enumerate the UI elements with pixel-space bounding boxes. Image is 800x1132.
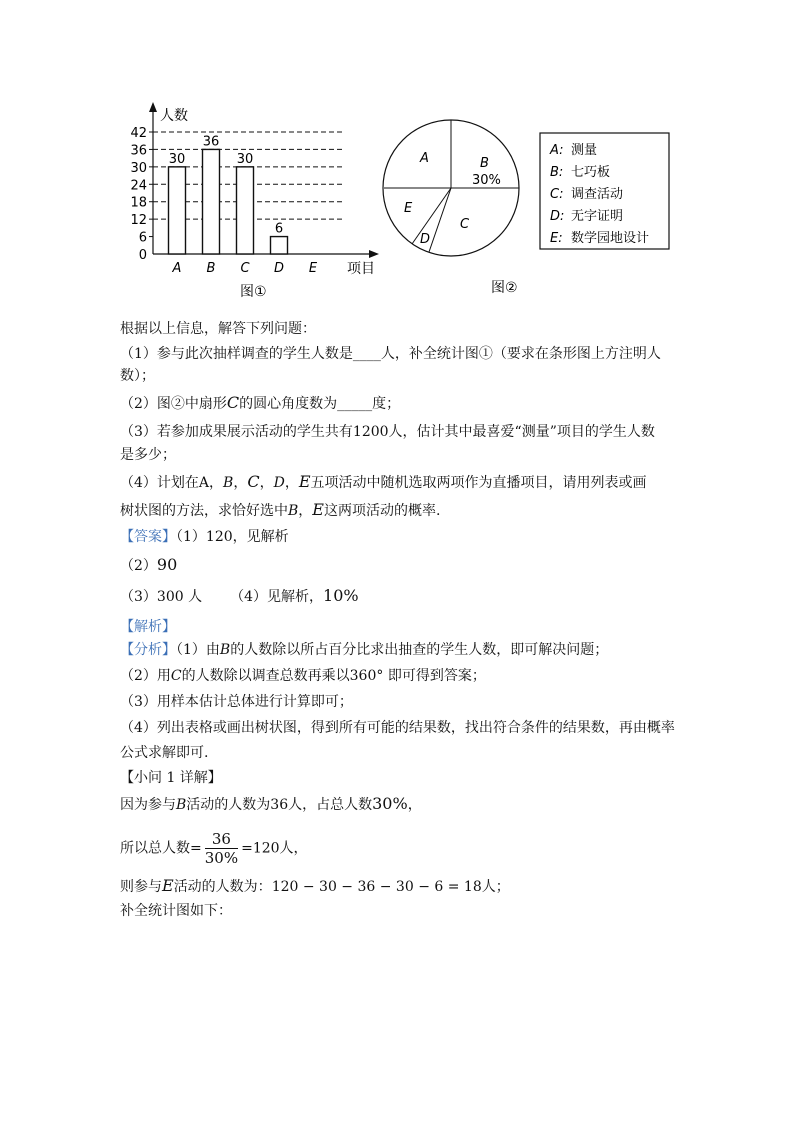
analysis-1-var: B (219, 642, 231, 658)
x-tick-label: C (240, 261, 250, 276)
q4-text-i: 五项活动中随机选取两项作为直播项目，请用列表或画 (310, 475, 647, 491)
detail-line-1 (120, 793, 422, 816)
answer-line-3 (120, 585, 359, 608)
answer-2-label: （2） (120, 558, 157, 574)
legend-item-b (550, 164, 610, 180)
legend-text-d: 无字证明 (571, 209, 624, 224)
x-axis-arrow (369, 250, 379, 258)
answer-1: （1）120，见解析 (176, 529, 289, 545)
q4-var-c: C (247, 472, 260, 491)
analysis-line-1 (120, 639, 608, 661)
analysis-sub-tag: 【分析】 (120, 642, 176, 658)
detail-3-var: E (162, 876, 174, 895)
q4-sep-2: ， (259, 475, 274, 491)
y-tick-label: 0 (138, 248, 147, 263)
analysis-2-var: C (170, 668, 182, 684)
bar-chart-caption: 图① (240, 284, 267, 300)
q2-text-a: （2）图②中扇形 (120, 396, 227, 412)
legend-text-c: 调查活动 (571, 187, 624, 202)
detail-1-c: 活动的人数为 (186, 797, 271, 813)
detail-3-c: 活动的人数为： (173, 879, 272, 895)
legend-key-d: D: (550, 209, 565, 224)
detail-3-e: 人； (481, 879, 510, 895)
question-3-line-a: （3）若参加成果展示活动的学生共有1200人，估计其中最喜爱“测量”项目的学生人数 (120, 424, 655, 440)
question-1-line-b: 数）； (120, 368, 155, 384)
bar (237, 167, 254, 254)
pie-label-b-percent: 30% (472, 173, 501, 188)
analysis-2-angle: 360° (349, 668, 384, 684)
y-tick-label: 42 (130, 126, 147, 141)
bar-data-label: 30 (236, 151, 254, 167)
detail-line-3 (120, 875, 510, 898)
question-2-line (120, 392, 400, 415)
bar (271, 237, 288, 254)
detail-1-g: ， (407, 797, 422, 813)
detail-3-expression: 120 − 30 − 36 − 30 − 6 = 18 (271, 879, 482, 895)
q4-var-e: E (298, 472, 311, 491)
q4-sep-1: ， (233, 475, 248, 491)
detail-1-percent: 30% (372, 794, 408, 813)
q4-var-b: B (223, 475, 234, 491)
detail-line-4: 补全统计图如下： (120, 903, 232, 919)
legend-key-a: A: (550, 143, 564, 158)
legend-box (540, 133, 669, 249)
q4-sep-3: ， (284, 475, 299, 491)
answer-line-1 (120, 526, 289, 548)
detail-2-a: 所以总人数 (120, 840, 190, 857)
bar-chart (130, 102, 379, 300)
question-1-line-a: （1）参与此次抽样调查的学生人数是____人，补全统计图①（要求在条形图上方注明人 (120, 346, 661, 362)
q4-var-d: D (273, 475, 285, 491)
analysis-2-e: 即可得到答案； (387, 668, 486, 684)
analysis-line-4a: （4）列出表格或画出树状图，得到所有可能的结果数，找出符合条件的结果数，再由概率 (120, 720, 675, 736)
q4-var-b2: B (288, 503, 299, 519)
x-axis-label: 项目 (347, 261, 375, 277)
q2-var: C (226, 393, 240, 412)
legend-key-c: C: (550, 187, 564, 202)
y-tick-label: 6 (138, 230, 147, 246)
y-tick-label: 30 (130, 160, 147, 176)
figures-svg (0, 0, 800, 310)
pie-label-e: E (404, 201, 413, 216)
analysis-2-c: 的人数除以调查总数再乘以 (181, 668, 350, 684)
question-3-line-b: 是多少； (120, 447, 176, 463)
q4-sep-4: ， (298, 503, 313, 519)
y-tick-label: 24 (130, 178, 147, 194)
subquestion-1-heading: 【小问 1 详解】 (120, 770, 222, 786)
detail-2-e: 人， (279, 840, 308, 857)
answer-line-2 (120, 554, 177, 577)
x-tick-label: E (308, 261, 318, 276)
detail-2-total: 120 (252, 840, 280, 857)
pie-label-b: B (480, 156, 489, 171)
detail-1-e: 人，占总人数 (288, 797, 373, 813)
y-tick-label: 18 (130, 195, 147, 211)
analysis-line-2 (120, 665, 486, 687)
analysis-line-3: （3）用样本估计总体进行计算即可； (120, 694, 353, 710)
analysis-2-a: （2）用 (120, 668, 171, 684)
pie-label-c: C (460, 217, 470, 232)
y-axis-arrow (149, 102, 157, 112)
bar-data-label: 36 (202, 134, 220, 150)
analysis-line-4b: 公式求解即可. (120, 745, 209, 761)
x-tick-label: B (206, 261, 216, 276)
detail-2-eq2: = (241, 840, 253, 857)
q4-var-e2: E (312, 500, 324, 519)
pie-label-a: A (420, 151, 429, 166)
detail-1-var: B (176, 797, 187, 813)
pie-chart-caption: 图② (491, 280, 518, 296)
q4-text-a: （4）计划在A， (120, 475, 224, 491)
legend-item-d (550, 209, 623, 224)
answer-3: （3）300 人 (120, 589, 203, 605)
legend-key-e: E: (550, 231, 563, 246)
x-tick-label: A (172, 261, 182, 276)
legend-text-e: 数学园地设计 (571, 231, 650, 246)
y-tick-label: 36 (130, 143, 147, 159)
q4-text-j: 树状图的方法，求恰好选中 (120, 503, 288, 519)
answer-4-label: （4）见解析， (230, 589, 324, 605)
x-tick-label: D (273, 261, 285, 276)
detail-2-eq1: = (190, 840, 202, 857)
detail-2-fraction (205, 830, 238, 867)
fraction-numerator: 36 (205, 830, 238, 849)
legend-text-a: 测量 (571, 143, 598, 158)
y-tick-label: 12 (130, 213, 147, 229)
answer-2-value: 90 (156, 555, 178, 574)
detail-line-2 (120, 830, 308, 867)
question-4-line-a (120, 471, 647, 494)
y-axis-label: 人数 (160, 108, 188, 124)
answer-4-value: 10% (323, 586, 359, 605)
legend-key-b: B: (550, 165, 564, 180)
detail-1-a: 因为参与 (120, 797, 176, 813)
bar-data-label: 30 (168, 151, 186, 167)
answer-tag: 【答案】 (120, 529, 176, 545)
bar-data-label: 6 (274, 221, 284, 237)
pie-chart (383, 120, 519, 296)
analysis-tag: 【解析】 (120, 619, 176, 635)
bar (169, 167, 186, 254)
bar (203, 149, 220, 254)
figures-area (0, 0, 800, 310)
analysis-1-a: （1）由 (176, 642, 220, 658)
legend-text-b: 七巧板 (571, 165, 611, 180)
intro-line: 根据以上信息，解答下列问题： (120, 321, 316, 337)
detail-1-count: 36 (270, 797, 289, 813)
analysis-1-c: 的人数除以所占百分比求出抽查的学生人数，即可解决问题； (230, 642, 609, 658)
question-4-line-b (120, 499, 440, 522)
fraction-denominator: 30% (204, 849, 239, 867)
legend-item-a (549, 143, 597, 158)
pie-label-d: D (420, 232, 431, 247)
legend-item-c (550, 186, 623, 202)
q2-text-b: 的圆心角度数为_____度； (239, 396, 401, 412)
detail-3-a: 则参与 (120, 879, 162, 895)
q4-text-n: 这两项活动的概率. (323, 503, 441, 519)
